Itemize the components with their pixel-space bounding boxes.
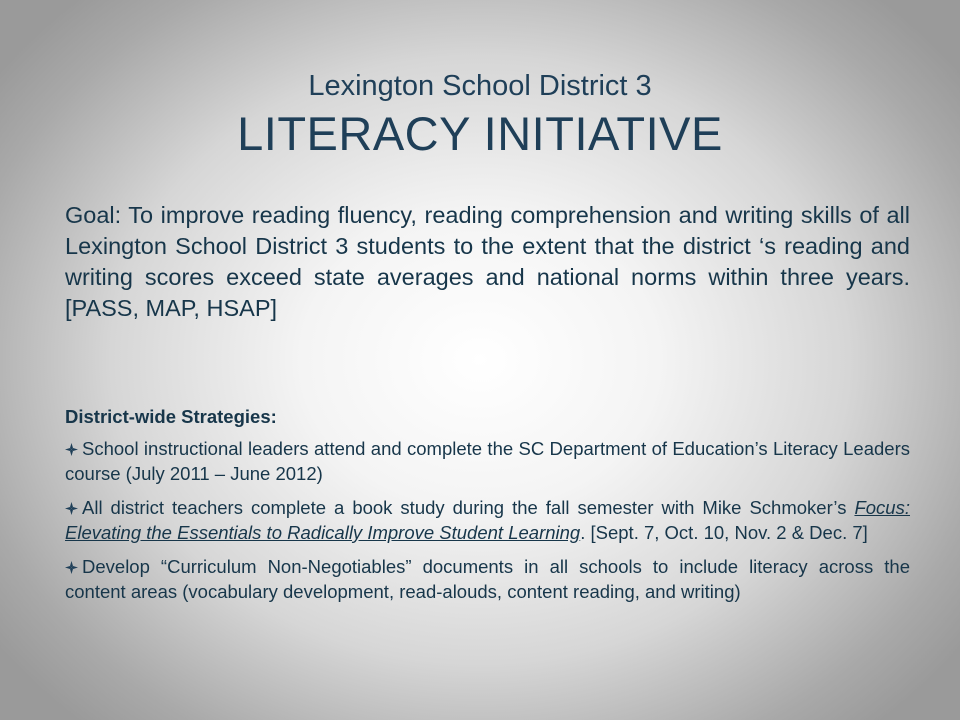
title-initiative: LITERACY INITIATIVE <box>237 107 723 160</box>
diamond-bullet-icon <box>65 502 78 515</box>
strategy-item-book-study <box>65 495 910 545</box>
slide-title <box>0 66 960 162</box>
title-district: Lexington School District 3 <box>308 70 652 102</box>
strategy-text-after: . [Sept. 7, Oct. 10, Nov. 2 & Dec. 7] <box>580 522 868 543</box>
diamond-bullet-icon <box>65 561 78 574</box>
strategy-text-before: All district teachers complete a book study during the fall semester with Mike Schmoker’s <box>82 497 855 518</box>
goal-paragraph: Goal: To improve reading fluency, reading comprehension and writing skills of all Lexington School District 3 students to the extent that the district ‘s reading and writing scores exceed state averages and national norms within three years. [PASS, MAP, HSAP] <box>65 202 910 321</box>
strategy-text: Develop “Curriculum Non-Negotiables” documents in all schools to include literacy across the content areas (vocabulary development, read-alouds, content reading, and writing) <box>65 556 910 602</box>
strategies-section <box>65 404 910 613</box>
book-title: Focus: Elevating the Essentials to Radically Improve Student Learning <box>65 497 910 543</box>
diamond-bullet-icon <box>65 443 78 456</box>
strategies-heading: District-wide Strategies: <box>65 406 277 427</box>
strategy-item-literacy-leaders <box>65 436 910 486</box>
strategy-list <box>65 436 910 604</box>
strategy-text: School instructional leaders attend and complete the SC Department of Education’s Literacy Leaders course (July 2011 – June 2012) <box>65 438 910 484</box>
strategy-item-curriculum <box>65 554 910 604</box>
